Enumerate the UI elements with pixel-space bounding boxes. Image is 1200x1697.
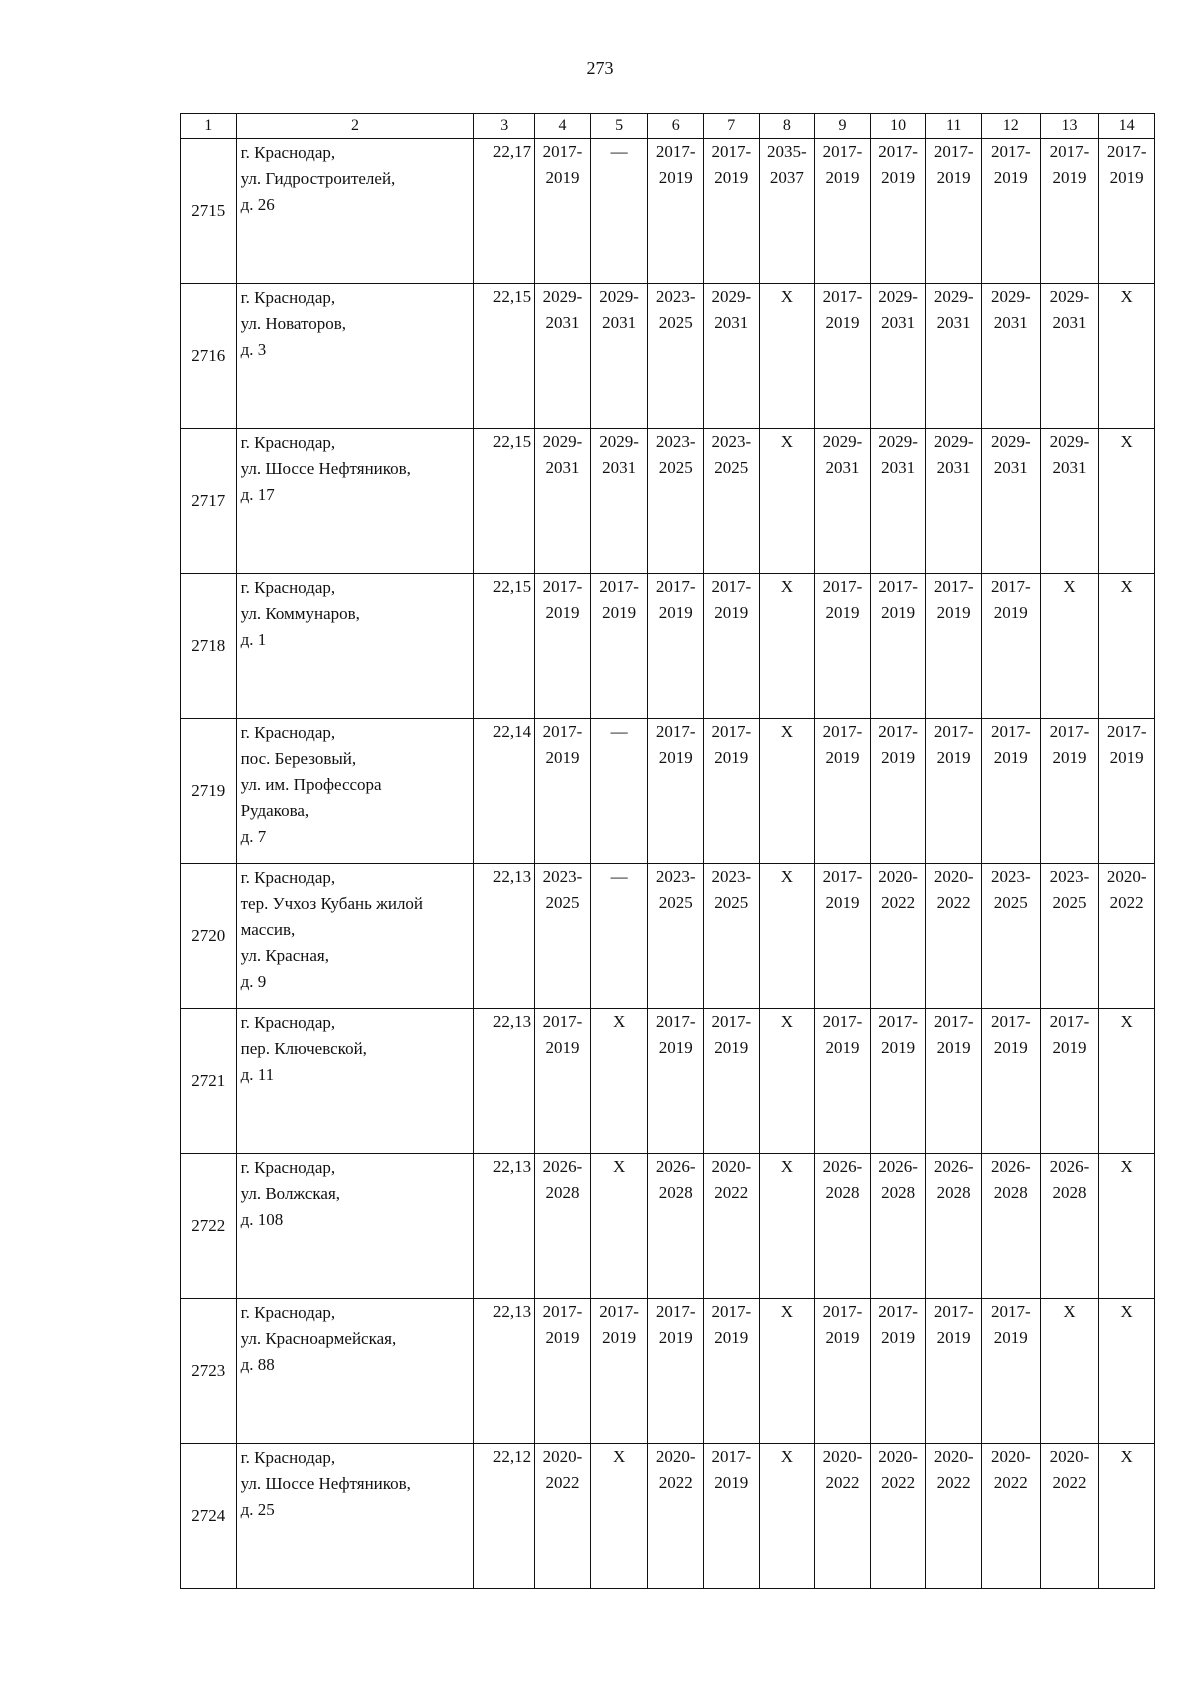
period-cell-col-13: 2017- 2019 xyxy=(1040,719,1099,864)
table-row xyxy=(181,1154,1155,1299)
period-cell-col-12: 2017- 2019 xyxy=(981,574,1040,719)
column-header-3: 3 xyxy=(474,114,535,139)
period-cell-col-11: 2029- 2031 xyxy=(926,284,982,429)
period-cell-col-7: 2017- 2019 xyxy=(704,574,760,719)
period-cell-col-8: X xyxy=(759,284,815,429)
period-cell-col-6: 2026- 2028 xyxy=(648,1154,704,1299)
period-cell-col-7: 2017- 2019 xyxy=(704,1299,760,1444)
period-cell-col-4: 2029- 2031 xyxy=(535,284,591,429)
period-cell-col-14: X xyxy=(1099,1299,1155,1444)
period-cell-col-5: — xyxy=(590,139,648,284)
period-cell-col-5: 2029- 2031 xyxy=(590,429,648,574)
period-cell-col-10: 2017- 2019 xyxy=(870,1009,926,1154)
period-cell-col-6: 2017- 2019 xyxy=(648,1299,704,1444)
period-cell-col-8: X xyxy=(759,1444,815,1589)
period-cell-col-9: 2029- 2031 xyxy=(815,429,871,574)
period-cell-col-9: 2017- 2019 xyxy=(815,1299,871,1444)
period-cell-col-9: 2017- 2019 xyxy=(815,719,871,864)
period-cell-col-6: 2023- 2025 xyxy=(648,284,704,429)
period-cell-col-5: — xyxy=(590,719,648,864)
column-header-8: 8 xyxy=(759,114,815,139)
column-header-13: 13 xyxy=(1040,114,1099,139)
area-cell: 22,13 xyxy=(474,1154,535,1299)
row-number: 2718 xyxy=(181,574,237,719)
row-number: 2721 xyxy=(181,1009,237,1154)
period-cell-col-11: 2029- 2031 xyxy=(926,429,982,574)
row-number: 2719 xyxy=(181,719,237,864)
period-cell-col-5: X xyxy=(590,1009,648,1154)
period-cell-col-11: 2017- 2019 xyxy=(926,719,982,864)
table-row xyxy=(181,864,1155,1009)
period-cell-col-9: 2017- 2019 xyxy=(815,284,871,429)
period-cell-col-5: 2017- 2019 xyxy=(590,574,648,719)
address-cell: г. Краснодар, ул. Гидростроителей, д. 26 xyxy=(236,139,474,284)
period-cell-col-6: 2017- 2019 xyxy=(648,574,704,719)
period-cell-col-14: X xyxy=(1099,1444,1155,1589)
period-cell-col-13: 2029- 2031 xyxy=(1040,284,1099,429)
period-cell-col-12: 2017- 2019 xyxy=(981,1009,1040,1154)
period-cell-col-13: 2017- 2019 xyxy=(1040,1009,1099,1154)
period-cell-col-9: 2026- 2028 xyxy=(815,1154,871,1299)
area-cell: 22,15 xyxy=(474,429,535,574)
row-number: 2717 xyxy=(181,429,237,574)
area-cell: 22,15 xyxy=(474,574,535,719)
period-cell-col-13: 2023- 2025 xyxy=(1040,864,1099,1009)
period-cell-col-7: 2023- 2025 xyxy=(704,429,760,574)
period-cell-col-10: 2017- 2019 xyxy=(870,1299,926,1444)
period-cell-col-14: 2017- 2019 xyxy=(1099,719,1155,864)
column-header-2: 2 xyxy=(236,114,474,139)
address-cell: г. Краснодар, ул. Шоссе Нефтяников, д. 25 xyxy=(236,1444,474,1589)
period-cell-col-5: — xyxy=(590,864,648,1009)
row-number: 2716 xyxy=(181,284,237,429)
period-cell-col-9: 2017- 2019 xyxy=(815,574,871,719)
period-cell-col-9: 2017- 2019 xyxy=(815,864,871,1009)
period-cell-col-4: 2017- 2019 xyxy=(535,139,591,284)
page-number: 273 xyxy=(586,58,614,78)
period-cell-col-8: X xyxy=(759,864,815,1009)
period-cell-col-4: 2017- 2019 xyxy=(535,719,591,864)
column-header-7: 7 xyxy=(704,114,760,139)
period-cell-col-9: 2020- 2022 xyxy=(815,1444,871,1589)
period-cell-col-4: 2017- 2019 xyxy=(535,1009,591,1154)
period-cell-col-13: 2020- 2022 xyxy=(1040,1444,1099,1589)
period-cell-col-14: 2020- 2022 xyxy=(1099,864,1155,1009)
period-cell-col-14: X xyxy=(1099,284,1155,429)
area-cell: 22,15 xyxy=(474,284,535,429)
period-cell-col-6: 2023- 2025 xyxy=(648,864,704,1009)
period-cell-col-12: 2017- 2019 xyxy=(981,139,1040,284)
area-cell: 22,12 xyxy=(474,1444,535,1589)
period-cell-col-12: 2017- 2019 xyxy=(981,719,1040,864)
period-cell-col-10: 2026- 2028 xyxy=(870,1154,926,1299)
column-header-14: 14 xyxy=(1099,114,1155,139)
period-cell-col-6: 2020- 2022 xyxy=(648,1444,704,1589)
period-cell-col-8: X xyxy=(759,1299,815,1444)
column-header-11: 11 xyxy=(926,114,982,139)
column-header-10: 10 xyxy=(870,114,926,139)
period-cell-col-10: 2029- 2031 xyxy=(870,429,926,574)
period-cell-col-13: 2017- 2019 xyxy=(1040,139,1099,284)
area-cell: 22,13 xyxy=(474,1299,535,1444)
period-cell-col-7: 2020- 2022 xyxy=(704,1154,760,1299)
period-cell-col-7: 2017- 2019 xyxy=(704,1444,760,1589)
period-cell-col-10: 2020- 2022 xyxy=(870,864,926,1009)
period-cell-col-11: 2017- 2019 xyxy=(926,139,982,284)
period-cell-col-14: X xyxy=(1099,1009,1155,1154)
table-row xyxy=(181,284,1155,429)
period-cell-col-8: X xyxy=(759,1009,815,1154)
period-cell-col-13: X xyxy=(1040,1299,1099,1444)
table-row xyxy=(181,139,1155,284)
column-header-1: 1 xyxy=(181,114,237,139)
period-cell-col-4: 2017- 2019 xyxy=(535,574,591,719)
period-cell-col-11: 2026- 2028 xyxy=(926,1154,982,1299)
schedule-table xyxy=(180,113,1155,1589)
table-row xyxy=(181,1444,1155,1589)
header-row xyxy=(181,114,1155,139)
address-cell: г. Краснодар, пос. Березовый, ул. им. Профессора Рудакова, д. 7 xyxy=(236,719,474,864)
period-cell-col-12: 2023- 2025 xyxy=(981,864,1040,1009)
row-number: 2724 xyxy=(181,1444,237,1589)
period-cell-col-5: 2029- 2031 xyxy=(590,284,648,429)
period-cell-col-8: X xyxy=(759,1154,815,1299)
period-cell-col-7: 2023- 2025 xyxy=(704,864,760,1009)
period-cell-col-8: X xyxy=(759,574,815,719)
table-row xyxy=(181,429,1155,574)
period-cell-col-5: X xyxy=(590,1444,648,1589)
period-cell-col-7: 2017- 2019 xyxy=(704,1009,760,1154)
period-cell-col-6: 2017- 2019 xyxy=(648,1009,704,1154)
area-cell: 22,14 xyxy=(474,719,535,864)
period-cell-col-14: X xyxy=(1099,574,1155,719)
address-cell: г. Краснодар, пер. Ключевской, д. 11 xyxy=(236,1009,474,1154)
area-cell: 22,13 xyxy=(474,1009,535,1154)
address-cell: г. Краснодар, ул. Новаторов, д. 3 xyxy=(236,284,474,429)
period-cell-col-11: 2017- 2019 xyxy=(926,1299,982,1444)
period-cell-col-10: 2017- 2019 xyxy=(870,139,926,284)
period-cell-col-5: X xyxy=(590,1154,648,1299)
period-cell-col-11: 2017- 2019 xyxy=(926,1009,982,1154)
address-cell: г. Краснодар, ул. Волжская, д. 108 xyxy=(236,1154,474,1299)
table-row xyxy=(181,1009,1155,1154)
period-cell-col-4: 2017- 2019 xyxy=(535,1299,591,1444)
period-cell-col-12: 2029- 2031 xyxy=(981,429,1040,574)
period-cell-col-7: 2017- 2019 xyxy=(704,719,760,864)
period-cell-col-4: 2020- 2022 xyxy=(535,1444,591,1589)
period-cell-col-7: 2017- 2019 xyxy=(704,139,760,284)
period-cell-col-6: 2017- 2019 xyxy=(648,719,704,864)
address-cell: г. Краснодар, ул. Красноармейская, д. 88 xyxy=(236,1299,474,1444)
period-cell-col-7: 2029- 2031 xyxy=(704,284,760,429)
column-header-4: 4 xyxy=(535,114,591,139)
period-cell-col-5: 2017- 2019 xyxy=(590,1299,648,1444)
address-cell: г. Краснодар, ул. Шоссе Нефтяников, д. 17 xyxy=(236,429,474,574)
column-header-5: 5 xyxy=(590,114,648,139)
period-cell-col-12: 2026- 2028 xyxy=(981,1154,1040,1299)
period-cell-col-12: 2017- 2019 xyxy=(981,1299,1040,1444)
area-cell: 22,17 xyxy=(474,139,535,284)
period-cell-col-14: 2017- 2019 xyxy=(1099,139,1155,284)
period-cell-col-11: 2020- 2022 xyxy=(926,1444,982,1589)
period-cell-col-8: X xyxy=(759,429,815,574)
row-number: 2720 xyxy=(181,864,237,1009)
period-cell-col-10: 2029- 2031 xyxy=(870,284,926,429)
row-number: 2722 xyxy=(181,1154,237,1299)
area-cell: 22,13 xyxy=(474,864,535,1009)
table-row xyxy=(181,574,1155,719)
period-cell-col-13: 2026- 2028 xyxy=(1040,1154,1099,1299)
column-header-9: 9 xyxy=(815,114,871,139)
period-cell-col-10: 2020- 2022 xyxy=(870,1444,926,1589)
period-cell-col-14: X xyxy=(1099,429,1155,574)
period-cell-col-9: 2017- 2019 xyxy=(815,1009,871,1154)
column-header-6: 6 xyxy=(648,114,704,139)
period-cell-col-14: X xyxy=(1099,1154,1155,1299)
period-cell-col-10: 2017- 2019 xyxy=(870,719,926,864)
period-cell-col-13: 2029- 2031 xyxy=(1040,429,1099,574)
row-number: 2715 xyxy=(181,139,237,284)
period-cell-col-4: 2023- 2025 xyxy=(535,864,591,1009)
period-cell-col-11: 2017- 2019 xyxy=(926,574,982,719)
row-number: 2723 xyxy=(181,1299,237,1444)
period-cell-col-4: 2026- 2028 xyxy=(535,1154,591,1299)
period-cell-col-13: X xyxy=(1040,574,1099,719)
address-cell: г. Краснодар, ул. Коммунаров, д. 1 xyxy=(236,574,474,719)
column-header-12: 12 xyxy=(981,114,1040,139)
period-cell-col-4: 2029- 2031 xyxy=(535,429,591,574)
period-cell-col-11: 2020- 2022 xyxy=(926,864,982,1009)
table-row xyxy=(181,719,1155,864)
period-cell-col-6: 2023- 2025 xyxy=(648,429,704,574)
period-cell-col-6: 2017- 2019 xyxy=(648,139,704,284)
table-row xyxy=(181,1299,1155,1444)
period-cell-col-12: 2020- 2022 xyxy=(981,1444,1040,1589)
period-cell-col-10: 2017- 2019 xyxy=(870,574,926,719)
period-cell-col-9: 2017- 2019 xyxy=(815,139,871,284)
period-cell-col-12: 2029- 2031 xyxy=(981,284,1040,429)
period-cell-col-8: X xyxy=(759,719,815,864)
address-cell: г. Краснодар, тер. Учхоз Кубань жилой массив, ул. Красная, д. 9 xyxy=(236,864,474,1009)
period-cell-col-8: 2035- 2037 xyxy=(759,139,815,284)
